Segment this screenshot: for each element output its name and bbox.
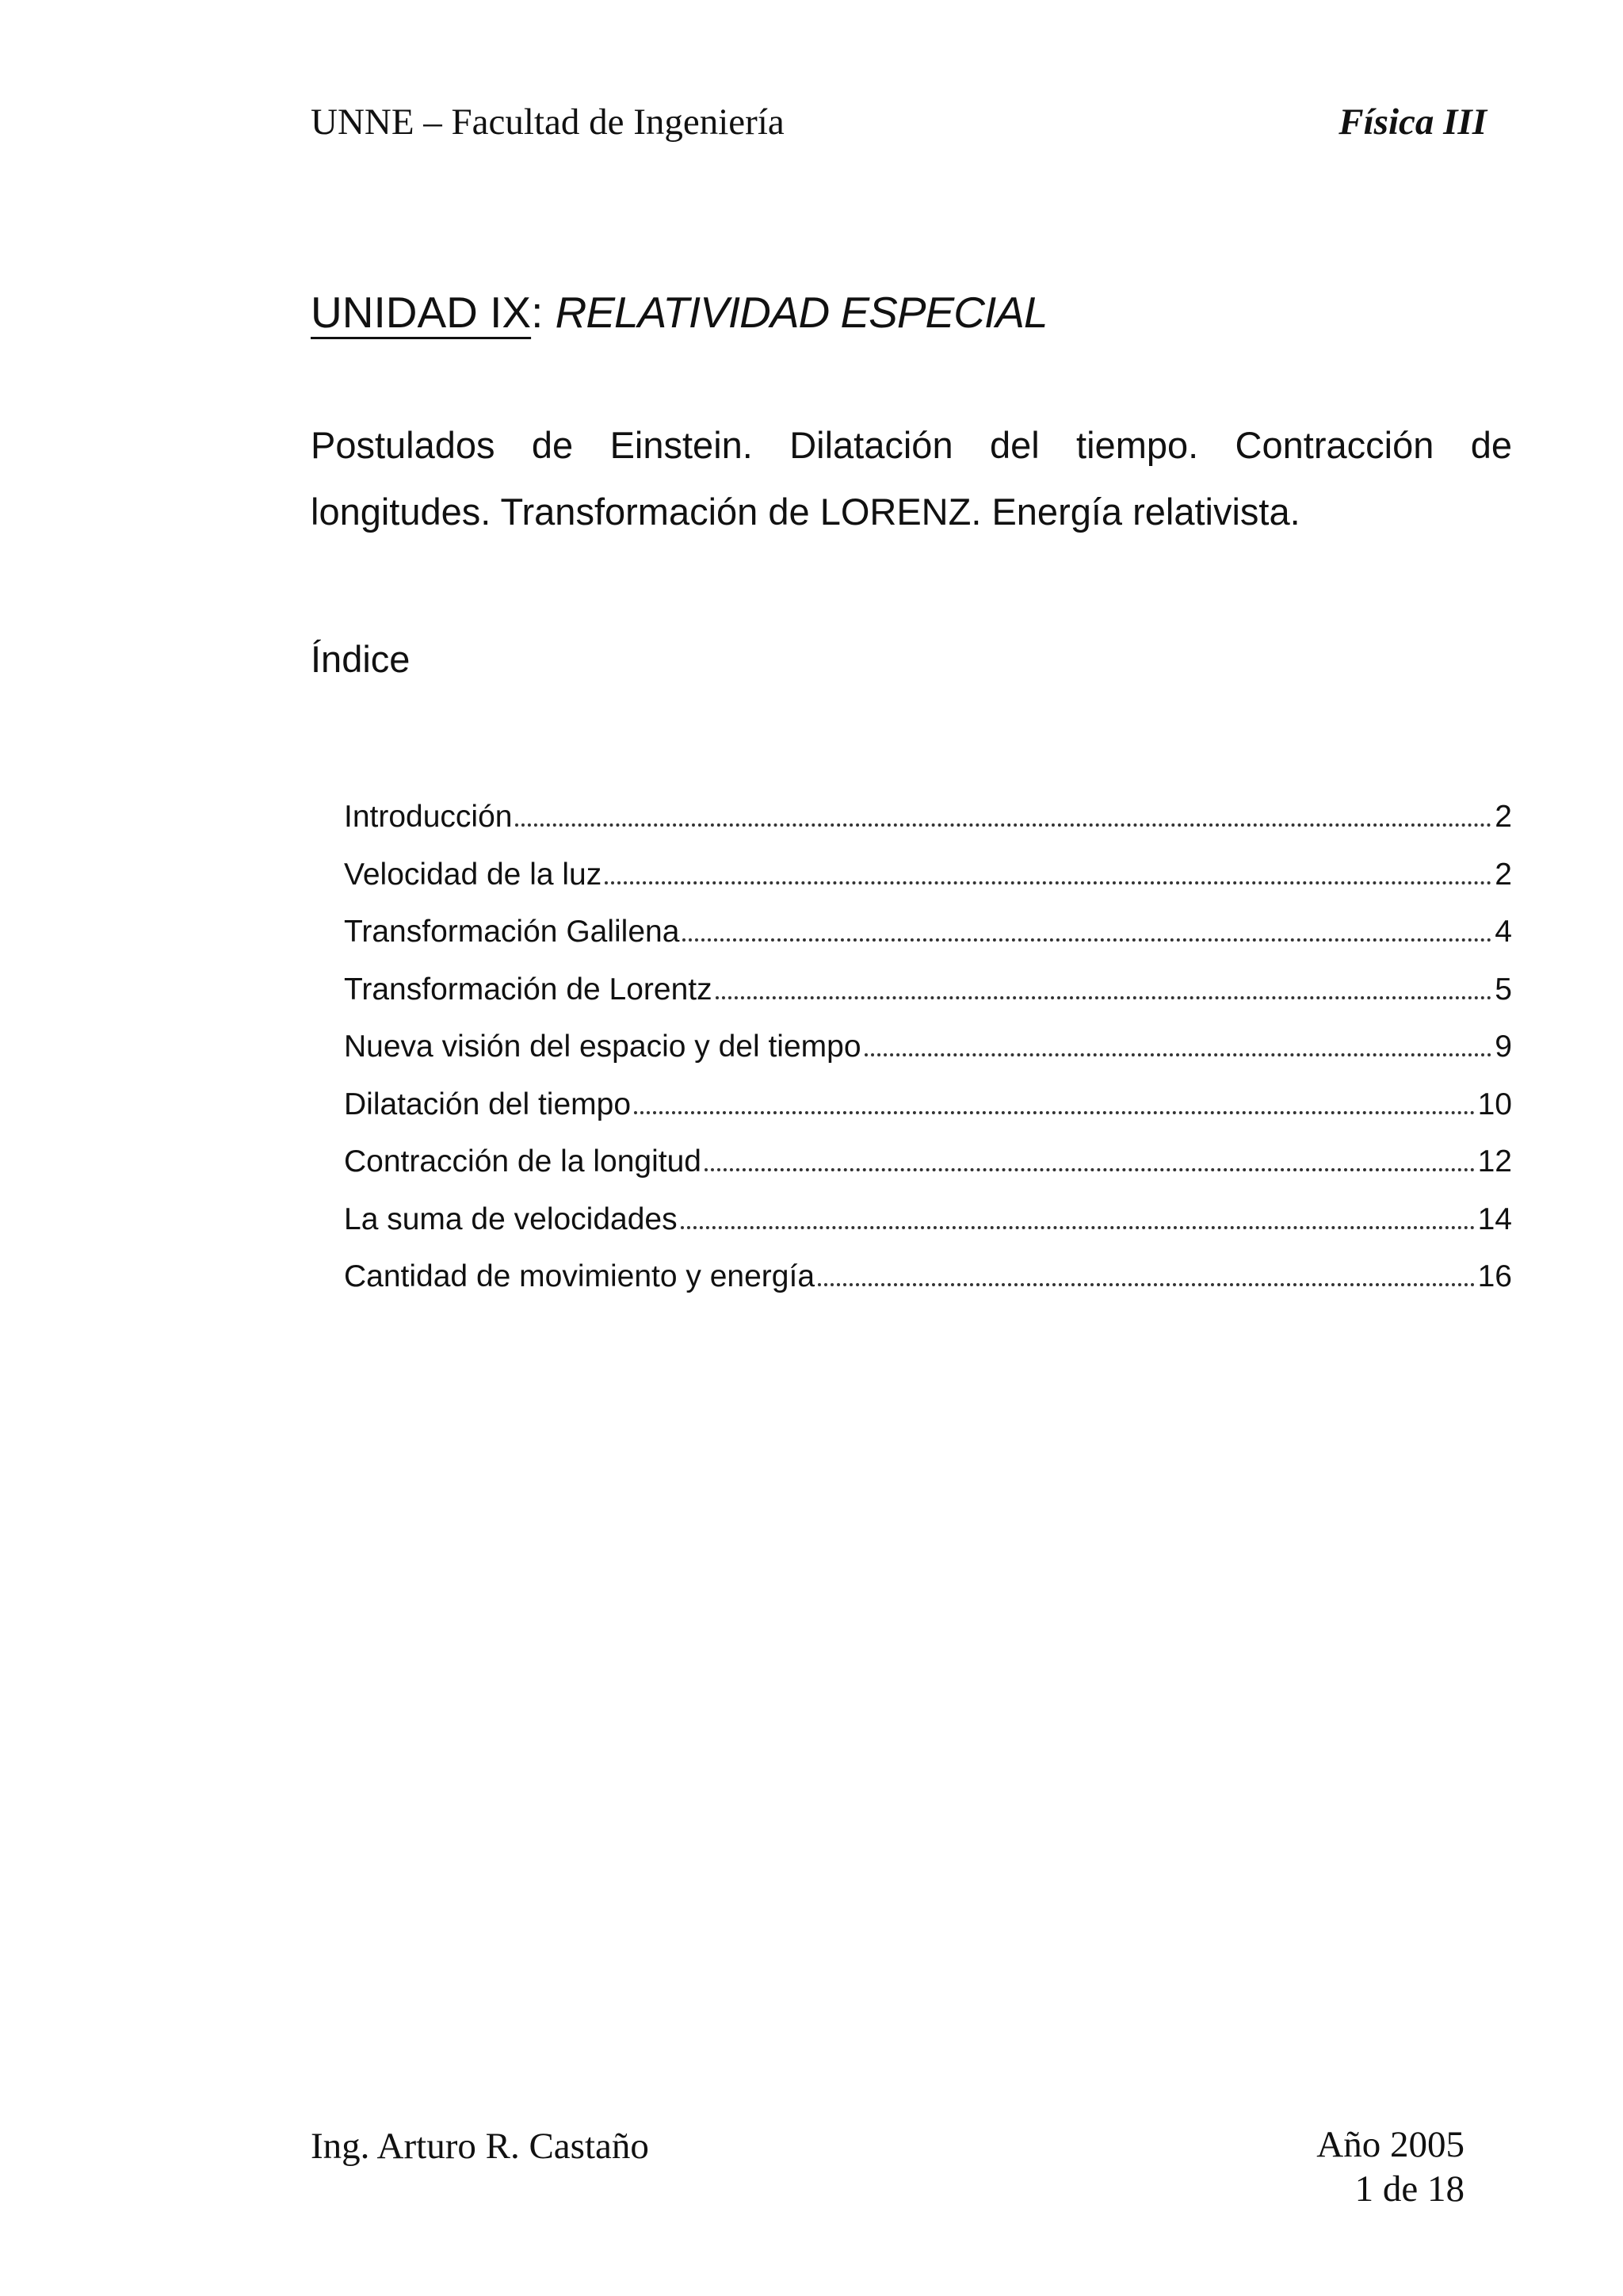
toc-entry-title: Contracción de la longitud: [344, 1144, 701, 1179]
toc-entry-title: Nueva visión del espacio y del tiempo: [344, 1030, 861, 1064]
index-title: Índice: [311, 638, 411, 680]
toc-entry-page: 5: [1495, 972, 1512, 1007]
toc-leader: [865, 1053, 1492, 1056]
author-name: Ing. Arturo R. Castaño: [311, 2126, 649, 2167]
toc-entry-page: 4: [1495, 915, 1512, 949]
toc-entry-title: Transformación Galilena: [344, 915, 680, 949]
unit-summary: Postulados de Einstein. Dilatación del tiempo. Contracción de longitudes. Transformación de LORENZ. Energía relativista.: [311, 424, 1512, 533]
toc-entry-title: Cantidad de movimiento y energía: [344, 1259, 815, 1293]
toc-entry[interactable]: [344, 968, 1512, 1026]
toc-entry[interactable]: [344, 1198, 1512, 1255]
toc-entry[interactable]: [344, 1140, 1512, 1198]
toc-entry[interactable]: [344, 1083, 1512, 1140]
toc-entry[interactable]: [344, 1025, 1512, 1083]
page-footer: [1316, 2122, 1465, 2211]
course-name: Física III: [1338, 101, 1487, 143]
table-of-contents: [344, 795, 1512, 1312]
toc-entry[interactable]: [344, 853, 1512, 911]
toc-entry-page: 2: [1495, 857, 1512, 892]
toc-leader: [634, 1111, 1475, 1114]
unit-separator: :: [531, 288, 544, 337]
toc-leader: [818, 1283, 1475, 1286]
toc-leader: [515, 823, 1491, 827]
toc-entry-page: 9: [1495, 1030, 1512, 1064]
toc-entry-page: 2: [1495, 800, 1512, 834]
toc-entry-title: Velocidad de la luz: [344, 857, 602, 892]
toc-entry-title: Dilatación del tiempo: [344, 1087, 632, 1121]
page-header: [311, 98, 1487, 154]
toc-entry-page: 12: [1477, 1144, 1512, 1179]
toc-entry-title: Transformación de Lorentz: [344, 972, 712, 1007]
unit-name: RELATIVIDAD ESPECIAL: [555, 288, 1048, 337]
toc-leader: [605, 881, 1491, 884]
toc-entry-page: 10: [1477, 1087, 1512, 1121]
toc-leader: [681, 1226, 1475, 1229]
toc-leader: [716, 996, 1492, 999]
toc-entry[interactable]: [344, 910, 1512, 968]
unit-title: [311, 284, 1048, 341]
unit-label: UNIDAD IX: [311, 288, 532, 337]
document-year: Año 2005: [1316, 2124, 1465, 2165]
toc-leader: [682, 938, 1491, 942]
toc-entry-page: 14: [1477, 1201, 1512, 1236]
toc-leader: [705, 1168, 1475, 1171]
institution-name: UNNE – Facultad de Ingeniería: [311, 101, 785, 143]
page-number: 1 de 18: [1354, 2168, 1465, 2210]
toc-entry[interactable]: [344, 1255, 1512, 1312]
toc-entry-title: Introducción: [344, 800, 513, 834]
toc-entry[interactable]: [344, 795, 1512, 853]
toc-entry-title: La suma de velocidades: [344, 1201, 678, 1236]
toc-entry-page: 16: [1477, 1259, 1512, 1293]
